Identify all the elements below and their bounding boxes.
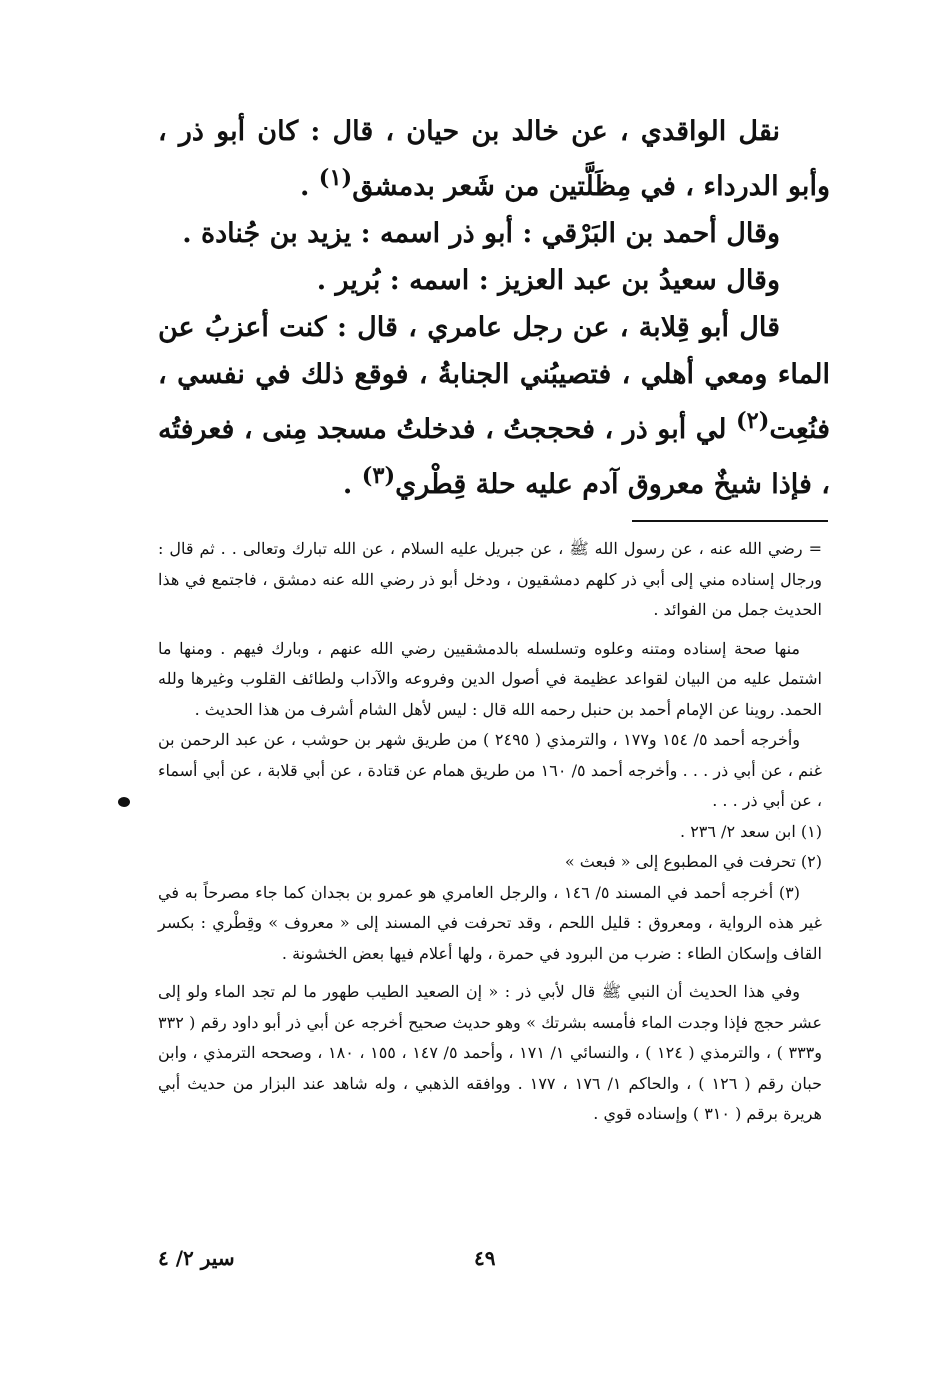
footnote-ref-2: (٢) — [736, 408, 770, 434]
footnote-3: (٣) أخرجه أحمد في المسند ٥/ ١٤٦ ، والرجل العامري هو عمرو بن بجدان كما جاء مصرحاً به في غير هذه الرواية ، ومعروق : قليل اللحم ، وقد تحرفت في المسند إلى « معروف » وقِطْري : بكسر القاف وإسكان الطاء : ضرب من البرود في حمرة ، ولها أعلام فيها بعض الخشونة . — [158, 882, 822, 963]
footnote-separator — [632, 520, 828, 522]
main-paragraph-4-text-b: لي أبو ذر ، فحججتُ ، فدخلتُ مسجد مِنى ، فعرفتُه ، فإذا شيخٌ معروق آدم عليه حلة قِطْري — [158, 414, 830, 500]
signature-mark: سير ٢/ ٤ — [158, 1246, 235, 1270]
page-number: ٤٩ — [474, 1246, 496, 1270]
main-paragraph-1-text: نقل الواقدي ، عن خالد بن حيان ، قال : كان أبو ذر ، وأبو الدرداء ، في مِظَلَّتين من شَعر بدمشق — [158, 116, 830, 202]
footnote-continuation-1: = رضي الله عنه ، عن رسول الله ﷺ ، عن جبريل عليه السلام ، عن الله تبارك وتعالى . . ثم قال : ورجال إسناده مني إلى أبي ذر كلهم دمشقيون ، ودخل أبو ذر رضي الله عنه دمشق ، فاجتمع في هذا الحديث جمل من الفوائد . — [158, 539, 822, 619]
main-paragraph-3: وقال سعيدُ بن عبد العزيز : اسمه : بُرير . — [316, 265, 780, 296]
footnote-1: (١) ابن سعد ٢/ ٢٣٦ . — [680, 821, 822, 841]
main-paragraph-4-text-a: قال أبو قِلابة ، عن رجل عامري ، قال : كنت أعزبُ عن الماء ومعي أهلي ، فتصيبُني الجنابةُ ، فوقع ذلك في نفسي ، فنُعِت — [158, 312, 830, 445]
footnote-ref-3: (٣) — [361, 463, 396, 489]
margin-ink-dot — [118, 797, 130, 807]
footnote-2: (٢) تحرفت في المطبوع إلى « فبعث » — [564, 852, 822, 871]
footnote-ref-1: (١) — [318, 165, 353, 191]
main-paragraph-4-end: . — [342, 469, 362, 500]
main-text — [158, 108, 830, 508]
main-paragraph-1 — [158, 108, 830, 210]
footnote-continuation-3: وأخرجه أحمد ٥/ ١٥٤ و١٧٧ ، والترمذي ( ٢٤٩٥ ) من طريق شهر بن حوشب ، عن عبد الرحمن بن غنم ، عن أبي ذر . . . وأخرجه أحمد ٥/ ١٦٠ من طريق همام عن قتادة ، عن أبي قلابة ، عن أبي أسماء ، عن أبي ذر . . . — [158, 730, 823, 810]
main-paragraph-1-end: . — [299, 171, 319, 202]
main-paragraph-4 — [158, 304, 830, 508]
footnotes — [158, 534, 822, 1130]
footnote-3-continued: وفي هذا الحديث أن النبي ﷺ قال لأبي ذر : « إن الصعيد الطيب طهور ما لم تجد الماء ولو إلى عشر حجج فإذا وجدت الماء فأمسه بشرتك » وهو حديث صحيح أخرجه عن أبي ذر أبو داود رقم ( ٣٣٢ و٣٣٣ ) ، والترمذي ( ١٢٤ ) ، والنسائي ١/ ١٧١ ، وأحمد ٥/ ١٤٧ ، ١٥٥ ، ١٨٠ ، وصححه الترمذي ، وابن حبان رقم ( ١٢٦ ) ، والحاكم ١/ ١٧٦ ، ١٧٧ . ووافقه الذهبي ، وله شاهد عند البزار من حديث أبي هريرة برقم ( ٣١٠ ) وإسناده قوي . — [158, 982, 823, 1123]
main-paragraph-2: وقال أحمد بن البَرْقي : أبو ذر اسمه : يزيد بن جُنادة . — [182, 218, 780, 249]
footnote-continuation-2: منها صحة إسناده ومتنه وعلوه وتسلسله بالدمشقيين رضي الله عنهم ، وبارك فيهم . ومنها ما اشتمل عليه من البيان لقواعد عظيمة في أصول الدين وفروعه والآداب ولطائف القلوب وغيرها ولله الحمد. روينا عن الإمام أحمد بن حنبل رحمه الله قال : ليس لأهل الشام أشرف من هذا الحديث . — [158, 638, 822, 719]
